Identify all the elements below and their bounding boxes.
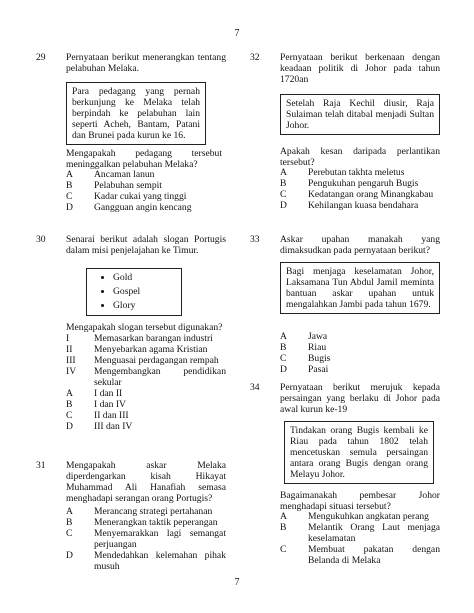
option-letter: B <box>66 180 73 191</box>
option-a[interactable] <box>66 388 226 399</box>
question-stem: Senarai berikut adalah slogan Portugis dalam misi penjelajahan ke Timur. <box>66 234 226 256</box>
source-box <box>284 421 434 484</box>
option-text: Perebutan takhta meletus <box>308 167 405 178</box>
options-list <box>280 167 440 211</box>
page-number-bottom: 7 <box>234 577 240 588</box>
option-letter: C <box>66 410 73 421</box>
question-number: 30 <box>36 234 46 245</box>
option-c[interactable] <box>280 189 440 200</box>
statement-numeral: II <box>66 344 73 355</box>
statement-numeral: IV <box>66 366 77 377</box>
statement-text: Mengembangkan pendidikan sekular <box>94 366 226 388</box>
option-letter: A <box>66 388 73 399</box>
option-text: Jawa <box>308 331 328 342</box>
option-text: Mengukuhkan angkatan perang <box>308 511 429 522</box>
option-letter: B <box>66 517 73 528</box>
option-text: Kehilangan kuasa bendahara <box>308 200 419 211</box>
option-letter: A <box>66 169 73 180</box>
question-stem: Pernyataan berikut menerangkan tentang pelabuhan Melaka. <box>66 52 226 74</box>
option-a[interactable] <box>280 331 440 342</box>
option-text: Gangguan angin kencang <box>94 202 192 213</box>
question-number: 31 <box>36 460 46 471</box>
question-number: 33 <box>250 234 260 245</box>
options-list <box>66 506 226 572</box>
option-d[interactable] <box>66 550 226 572</box>
option-letter: A <box>66 506 73 517</box>
question-number: 34 <box>250 382 260 393</box>
option-b[interactable] <box>280 522 440 544</box>
question-stem: Pernyataan berikut merujuk kepada persaingan yang berlaku di Johor pada awal kurun ke-19 <box>280 382 440 415</box>
option-letter: A <box>280 331 287 342</box>
source-box <box>66 82 206 145</box>
option-letter: D <box>66 550 73 561</box>
slogan-item: • Glory <box>113 299 177 313</box>
option-text: Mendedahkan kelemahan pihak musuh <box>94 550 226 572</box>
slogan-box <box>86 268 182 316</box>
statement-text: Menyebarkan agama Kristian <box>94 344 208 355</box>
question-number: 32 <box>250 52 260 63</box>
option-text: I dan II <box>94 388 123 399</box>
option-d[interactable] <box>66 421 226 432</box>
question-number: 29 <box>36 52 46 63</box>
option-c[interactable] <box>66 410 226 421</box>
option-letter: C <box>66 528 73 539</box>
source-text: Tindakan orang Bugis kembali ke Riau pada tahun 1802 telah mencetuskan semula persaingan antara orang Bugis dengan orang Melayu Johor. <box>290 425 428 480</box>
option-c[interactable] <box>280 544 440 566</box>
statement-numeral: I <box>66 333 70 344</box>
statement-text: Memasarkan barangan industri <box>94 333 213 344</box>
options-list <box>280 511 440 566</box>
option-a[interactable] <box>66 169 226 180</box>
option-a[interactable] <box>66 506 226 517</box>
options-list <box>280 331 440 375</box>
option-letter: A <box>280 167 287 178</box>
slogan-list <box>91 271 177 313</box>
option-b[interactable] <box>280 178 440 189</box>
option-d[interactable] <box>280 364 440 375</box>
option-b[interactable] <box>280 342 440 353</box>
source-text: Bagi menjaga keselamatan Johor, Laksamana Tun Abdul Jamil meminta bantuan askar upahan untuk mengalahkan Jambi pada tahun 1679. <box>286 266 434 310</box>
option-letter: B <box>280 342 287 353</box>
option-text: Riau <box>308 342 327 353</box>
option-letter: D <box>280 364 287 375</box>
question-stem: Askar upahan manakah yang dimaksudkan pada pernyataan berikut? <box>280 234 440 256</box>
statement-iv <box>66 366 226 388</box>
option-d[interactable] <box>66 202 226 213</box>
question-prompt: Apakah kesan daripada perlantikan tersebut? <box>280 146 440 168</box>
question-prompt: Mengapakah slogan tersebut digunakan? <box>66 322 223 333</box>
option-a[interactable] <box>280 167 440 178</box>
option-text: Kedatangan orang Minangkabau <box>308 189 434 200</box>
statement-iii <box>66 355 226 366</box>
source-text: Setelah Raja Kechil diusir, Raja Sulaiman telah ditabal menjadi Sultan Johor. <box>286 98 434 131</box>
question-prompt: Mengapakah pedagang tersebut meninggalkan pelabuhan Melaka? <box>66 148 222 170</box>
option-letter: C <box>280 189 287 200</box>
option-text: Bugis <box>308 353 331 364</box>
option-letter: C <box>280 544 287 555</box>
option-b[interactable] <box>66 517 226 528</box>
question-stem: Mengapakah askar Melaka diperdengarkan kisah Hikayat Muhammad Ali Hanafiah semasa menghadapi serangan orang Portugis? <box>66 460 226 504</box>
slogan-item: • Gold <box>113 271 177 285</box>
page-number-top: 7 <box>234 28 240 39</box>
option-text: Pelabuhan sempit <box>94 180 162 191</box>
option-text: Pengukuhan pengaruh Bugis <box>308 178 419 189</box>
option-text: Menyemarakkan lagi semangat perjuangan <box>94 528 226 550</box>
option-text: Membuat pakatan dengan Belanda di Melaka <box>308 544 440 566</box>
statement-i <box>66 333 226 344</box>
option-d[interactable] <box>280 200 440 211</box>
statement-ii <box>66 344 226 355</box>
option-letter: B <box>66 399 73 410</box>
slogan-item: • Gospel <box>113 285 177 299</box>
option-text: Merancang strategi pertahanan <box>94 506 213 517</box>
option-a[interactable] <box>280 511 440 522</box>
options-list <box>66 169 226 213</box>
option-text: III dan IV <box>94 421 133 432</box>
statement-numeral: III <box>66 355 76 366</box>
option-text: I dan IV <box>94 399 126 410</box>
options-list <box>66 388 226 432</box>
option-text: II dan III <box>94 410 129 421</box>
option-text: Pasai <box>308 364 329 375</box>
option-text: Kadar cukai yang tinggi <box>94 191 187 202</box>
option-letter: D <box>66 421 73 432</box>
option-text: Ancaman lanun <box>94 169 155 180</box>
option-c[interactable] <box>66 191 226 202</box>
statement-text: Menguasai perdagangan rempah <box>94 355 219 366</box>
option-letter: B <box>280 178 287 189</box>
option-letter: C <box>66 191 73 202</box>
option-text: Melantik Orang Laut menjaga keselamatan <box>308 522 440 544</box>
option-text: Menerangkan taktik peperangan <box>94 517 218 528</box>
option-letter: D <box>66 202 73 213</box>
option-letter: C <box>280 353 287 364</box>
source-text: Para pedagang yang pernah berkunjung ke Melaka telah berpindah ke pelabuhan lain seperti Acheh, Bantam, Patani dan Brunei pada kurun ke 16. <box>72 86 200 141</box>
statement-list <box>66 333 226 388</box>
option-letter: D <box>280 200 287 211</box>
option-c[interactable] <box>280 353 440 364</box>
option-letter: A <box>280 511 287 522</box>
question-stem: Pernyataan berikut berkenaan dengan keadaan politik di Johor pada tahun 1720an <box>280 52 440 85</box>
option-b[interactable] <box>66 399 226 410</box>
option-b[interactable] <box>66 180 226 191</box>
source-box <box>280 262 440 314</box>
source-box <box>280 94 440 135</box>
option-letter: B <box>280 522 287 533</box>
question-prompt: Bagaimanakah pembesar Johor menghadapi situasi tersebut? <box>280 490 440 512</box>
option-c[interactable] <box>66 528 226 550</box>
